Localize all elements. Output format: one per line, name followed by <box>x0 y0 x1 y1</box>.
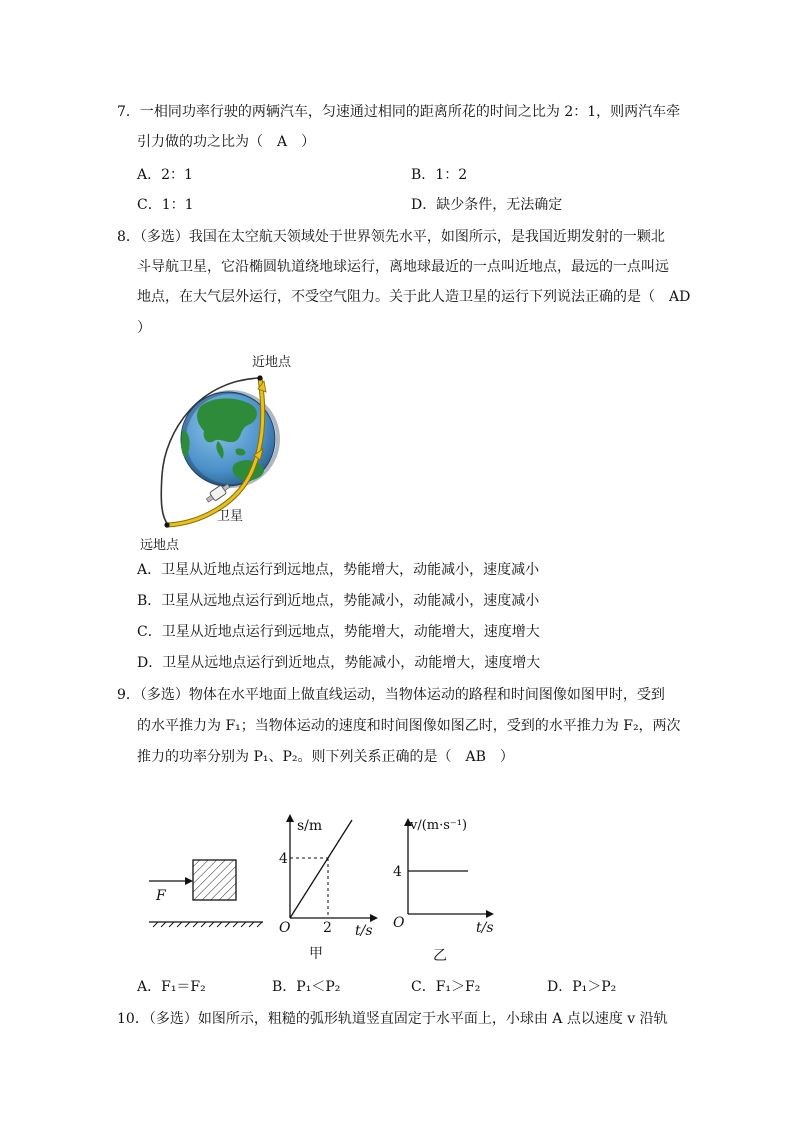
force-arrow-icon <box>185 877 193 885</box>
graph-jia-line <box>290 820 352 918</box>
q8-stem-line1: 8．（多选）我国在太空航天领域处于世界领先水平，如图所示，是我国近期发射的一颗北 <box>117 229 665 245</box>
q10-stem-line1: 10．（多选）如图所示，粗糙的弧形轨道竖直固定于水平面上，小球由 A 点以速度 v 沿轨 <box>117 1011 668 1027</box>
graph-jia-ylabel: s/m <box>297 818 323 834</box>
q8-stem-line4: ） <box>137 320 151 336</box>
graph-jia-x-tick: 2 <box>323 920 332 936</box>
force-label: F <box>156 888 166 904</box>
graph-jia-y-tick: 4 <box>279 851 288 867</box>
q8-option-d: D．卫星从远地点运行到近地点，势能减小，动能增大，速度增大 <box>137 655 541 671</box>
graph-jia-origin: O <box>279 920 291 936</box>
q7-option-c: C．1：1 <box>137 197 194 213</box>
apogee-dot <box>164 522 169 527</box>
graph-jia-y-arrow-icon <box>286 814 294 822</box>
graph-jia-x-arrow-icon <box>370 914 378 922</box>
q9-stem-line2: 的水平推力为 F₁；当物体运动的速度和时间图像如图乙时，受到的水平推力为 F₂，两次 <box>137 718 681 734</box>
q9-option-c: C．F₁＞F₂ <box>411 979 481 995</box>
q7-option-d: D．缺少条件，无法确定 <box>411 197 563 213</box>
satellite-label: 卫星 <box>217 509 244 524</box>
ground-hatch <box>153 922 262 927</box>
q7-option-a: A．2：1 <box>137 167 193 183</box>
graph-yi-origin: O <box>393 915 405 931</box>
q9-option-d: D．P₁＞P₂ <box>547 979 617 995</box>
graph-yi-x-arrow-icon <box>486 910 494 918</box>
graph-jia-xlabel: t/s <box>355 923 373 939</box>
q8-stem-line2: 斗导航卫星，它沿椭圆轨道绕地球运行，离地球最近的一点叫近地点，最远的一点叫远 <box>137 259 669 275</box>
q7-stem-line1: 7．一相同功率行驶的两辆汽车，匀速通过相同的距离所花的时间之比为 2：1，则两汽车牵 <box>117 104 681 120</box>
q9-option-a: A．F₁＝F₂ <box>137 979 206 995</box>
block <box>193 860 236 900</box>
perigee-label: 近地点 <box>252 355 292 370</box>
apogee-label: 远地点 <box>140 538 180 553</box>
perigee-dot <box>257 375 262 380</box>
q8-stem-line3: 地点，在大气层外运行，不受空气阻力。关于此人造卫星的运行下列说法正确的是（ AD <box>137 289 691 305</box>
graph-yi-xlabel: t/s <box>476 920 494 936</box>
q7-stem-line2: 引力做的功之比为（ A ） <box>137 134 316 150</box>
q8-option-a: A．卫星从近地点运行到远地点，势能增大，动能减小，速度减小 <box>137 562 540 578</box>
q9-option-b: B．P₁＜P₂ <box>272 979 341 995</box>
q7-option-b: B．1：2 <box>411 167 468 183</box>
q9-stem-line3: 推力的功率分别为 P₁、P₂。则下列关系正确的是（ AB ） <box>137 749 514 765</box>
q8-option-b: B．卫星从远地点运行到近地点，势能减小，动能减小，速度减小 <box>137 593 540 609</box>
graph-jia-caption: 甲 <box>309 946 323 962</box>
q9-stem-line1: 9．（多选）物体在水平地面上做直线运动，当物体运动的路程和时间图像如图甲时，受到 <box>117 687 665 703</box>
graph-yi-y-tick: 4 <box>393 864 402 880</box>
q8-option-c: C．卫星从近地点运行到远地点，势能增大，动能增大，速度增大 <box>137 624 540 640</box>
graph-yi-caption: 乙 <box>433 948 447 964</box>
graph-yi-ylabel: v/(m·s⁻¹) <box>410 818 468 833</box>
